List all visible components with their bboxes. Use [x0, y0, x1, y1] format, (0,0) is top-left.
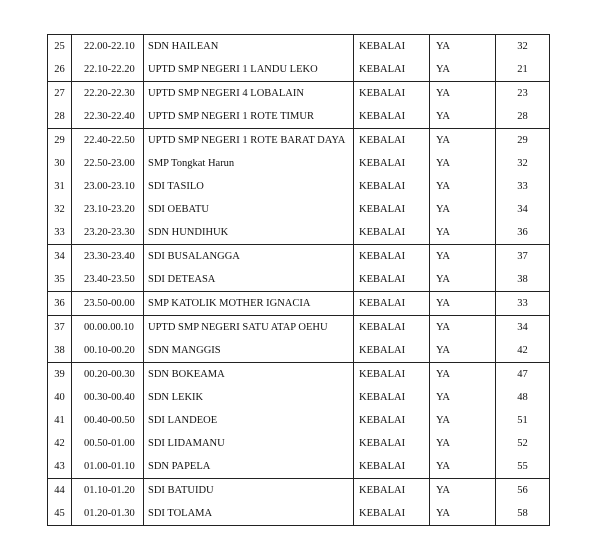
row-number-cell: 42 — [48, 432, 72, 455]
location-cell: KEBALAI — [354, 175, 430, 198]
count-cell: 32 — [496, 35, 550, 59]
location-cell: KEBALAI — [354, 502, 430, 526]
table-row — [48, 479, 550, 503]
time-slot-cell: 00.10-00.20 — [72, 339, 144, 363]
row-number-cell: 31 — [48, 175, 72, 198]
status-cell: YA — [430, 479, 496, 503]
location-cell: KEBALAI — [354, 221, 430, 245]
location-cell: KEBALAI — [354, 35, 430, 59]
time-slot-cell: 23.30-23.40 — [72, 245, 144, 269]
table-row — [48, 152, 550, 175]
count-cell: 28 — [496, 105, 550, 129]
count-cell: 37 — [496, 245, 550, 269]
location-cell: KEBALAI — [354, 479, 430, 503]
count-cell: 21 — [496, 58, 550, 82]
status-cell: YA — [430, 58, 496, 82]
school-name-cell: SDI OEBATU — [144, 198, 354, 221]
time-slot-cell: 01.00-01.10 — [72, 455, 144, 479]
school-name-cell: SMP KATOLIK MOTHER IGNACIA — [144, 292, 354, 316]
row-number-cell: 26 — [48, 58, 72, 82]
table-row — [48, 409, 550, 432]
table-row — [48, 198, 550, 221]
time-slot-cell: 23.50-00.00 — [72, 292, 144, 316]
location-cell: KEBALAI — [354, 316, 430, 340]
location-cell: KEBALAI — [354, 455, 430, 479]
time-slot-cell: 00.40-00.50 — [72, 409, 144, 432]
table-row — [48, 129, 550, 153]
time-slot-cell: 23.40-23.50 — [72, 268, 144, 292]
count-cell: 33 — [496, 292, 550, 316]
row-number-cell: 43 — [48, 455, 72, 479]
count-cell: 48 — [496, 386, 550, 409]
school-name-cell: SDI BUSALANGGA — [144, 245, 354, 269]
location-cell: KEBALAI — [354, 129, 430, 153]
location-cell: KEBALAI — [354, 432, 430, 455]
count-cell: 23 — [496, 82, 550, 106]
count-cell: 58 — [496, 502, 550, 526]
time-slot-cell: 22.10-22.20 — [72, 58, 144, 82]
row-number-cell: 25 — [48, 35, 72, 59]
school-name-cell: SDI LIDAMANU — [144, 432, 354, 455]
location-cell: KEBALAI — [354, 268, 430, 292]
row-number-cell: 38 — [48, 339, 72, 363]
school-name-cell: SDN HUNDIHUK — [144, 221, 354, 245]
count-cell: 36 — [496, 221, 550, 245]
location-cell: KEBALAI — [354, 105, 430, 129]
school-name-cell: UPTD SMP NEGERI 1 LANDU LEKO — [144, 58, 354, 82]
status-cell: YA — [430, 152, 496, 175]
status-cell: YA — [430, 129, 496, 153]
row-number-cell: 39 — [48, 363, 72, 387]
location-cell: KEBALAI — [354, 245, 430, 269]
table-row — [48, 502, 550, 526]
status-cell: YA — [430, 432, 496, 455]
row-number-cell: 27 — [48, 82, 72, 106]
status-cell: YA — [430, 339, 496, 363]
count-cell: 56 — [496, 479, 550, 503]
time-slot-cell: 00.20-00.30 — [72, 363, 144, 387]
count-cell: 29 — [496, 129, 550, 153]
status-cell: YA — [430, 316, 496, 340]
school-name-cell: UPTD SMP NEGERI 4 LOBALAIN — [144, 82, 354, 106]
row-number-cell: 41 — [48, 409, 72, 432]
row-number-cell: 44 — [48, 479, 72, 503]
count-cell: 38 — [496, 268, 550, 292]
location-cell: KEBALAI — [354, 82, 430, 106]
time-slot-cell: 00.50-01.00 — [72, 432, 144, 455]
school-name-cell: UPTD SMP NEGERI 1 ROTE TIMUR — [144, 105, 354, 129]
count-cell: 33 — [496, 175, 550, 198]
table-row — [48, 82, 550, 106]
status-cell: YA — [430, 105, 496, 129]
location-cell: KEBALAI — [354, 198, 430, 221]
status-cell: YA — [430, 502, 496, 526]
row-number-cell: 45 — [48, 502, 72, 526]
time-slot-cell: 23.10-23.20 — [72, 198, 144, 221]
row-number-cell: 34 — [48, 245, 72, 269]
status-cell: YA — [430, 409, 496, 432]
school-name-cell: SDN LEKIK — [144, 386, 354, 409]
count-cell: 34 — [496, 198, 550, 221]
count-cell: 55 — [496, 455, 550, 479]
row-number-cell: 29 — [48, 129, 72, 153]
status-cell: YA — [430, 245, 496, 269]
table-row — [48, 455, 550, 479]
count-cell: 32 — [496, 152, 550, 175]
status-cell: YA — [430, 35, 496, 59]
school-name-cell: SDN HAILEAN — [144, 35, 354, 59]
table-row — [48, 35, 550, 59]
status-cell: YA — [430, 175, 496, 198]
status-cell: YA — [430, 268, 496, 292]
table-row — [48, 221, 550, 245]
time-slot-cell: 22.00-22.10 — [72, 35, 144, 59]
status-cell: YA — [430, 292, 496, 316]
row-number-cell: 33 — [48, 221, 72, 245]
status-cell: YA — [430, 221, 496, 245]
time-slot-cell: 22.30-22.40 — [72, 105, 144, 129]
table-row — [48, 316, 550, 340]
status-cell: YA — [430, 363, 496, 387]
table-row — [48, 339, 550, 363]
count-cell: 42 — [496, 339, 550, 363]
school-name-cell: SDN BOKEAMA — [144, 363, 354, 387]
table-row — [48, 363, 550, 387]
row-number-cell: 35 — [48, 268, 72, 292]
location-cell: KEBALAI — [354, 58, 430, 82]
school-name-cell: UPTD SMP NEGERI 1 ROTE BARAT DAYA — [144, 129, 354, 153]
school-name-cell: SDN PAPELA — [144, 455, 354, 479]
table-row — [48, 245, 550, 269]
row-number-cell: 28 — [48, 105, 72, 129]
status-cell: YA — [430, 455, 496, 479]
school-name-cell: SDI BATUIDU — [144, 479, 354, 503]
row-number-cell: 36 — [48, 292, 72, 316]
time-slot-cell: 23.00-23.10 — [72, 175, 144, 198]
school-name-cell: SDI TASILO — [144, 175, 354, 198]
status-cell: YA — [430, 82, 496, 106]
status-cell: YA — [430, 198, 496, 221]
table-row — [48, 386, 550, 409]
school-name-cell: SDI LANDEOE — [144, 409, 354, 432]
row-number-cell: 30 — [48, 152, 72, 175]
time-slot-cell: 22.50-23.00 — [72, 152, 144, 175]
time-slot-cell: 22.40-22.50 — [72, 129, 144, 153]
table-row — [48, 105, 550, 129]
location-cell: KEBALAI — [354, 339, 430, 363]
time-slot-cell: 22.20-22.30 — [72, 82, 144, 106]
time-slot-cell: 23.20-23.30 — [72, 221, 144, 245]
location-cell: KEBALAI — [354, 386, 430, 409]
table-row — [48, 432, 550, 455]
location-cell: KEBALAI — [354, 409, 430, 432]
table-row — [48, 268, 550, 292]
row-number-cell: 37 — [48, 316, 72, 340]
school-name-cell: SMP Tongkat Harun — [144, 152, 354, 175]
time-slot-cell: 00.30-00.40 — [72, 386, 144, 409]
row-number-cell: 40 — [48, 386, 72, 409]
school-name-cell: SDN MANGGIS — [144, 339, 354, 363]
count-cell: 47 — [496, 363, 550, 387]
time-slot-cell: 01.10-01.20 — [72, 479, 144, 503]
school-name-cell: SDI DETEASA — [144, 268, 354, 292]
status-cell: YA — [430, 386, 496, 409]
table-row — [48, 292, 550, 316]
count-cell: 52 — [496, 432, 550, 455]
table-row — [48, 58, 550, 82]
table-row — [48, 175, 550, 198]
location-cell: KEBALAI — [354, 152, 430, 175]
count-cell: 34 — [496, 316, 550, 340]
schedule-table — [47, 34, 550, 526]
time-slot-cell: 00.00.00.10 — [72, 316, 144, 340]
schedule-table-body — [48, 35, 550, 526]
school-name-cell: SDI TOLAMA — [144, 502, 354, 526]
count-cell: 51 — [496, 409, 550, 432]
location-cell: KEBALAI — [354, 292, 430, 316]
row-number-cell: 32 — [48, 198, 72, 221]
time-slot-cell: 01.20-01.30 — [72, 502, 144, 526]
location-cell: KEBALAI — [354, 363, 430, 387]
school-name-cell: UPTD SMP NEGERI SATU ATAP OEHU — [144, 316, 354, 340]
